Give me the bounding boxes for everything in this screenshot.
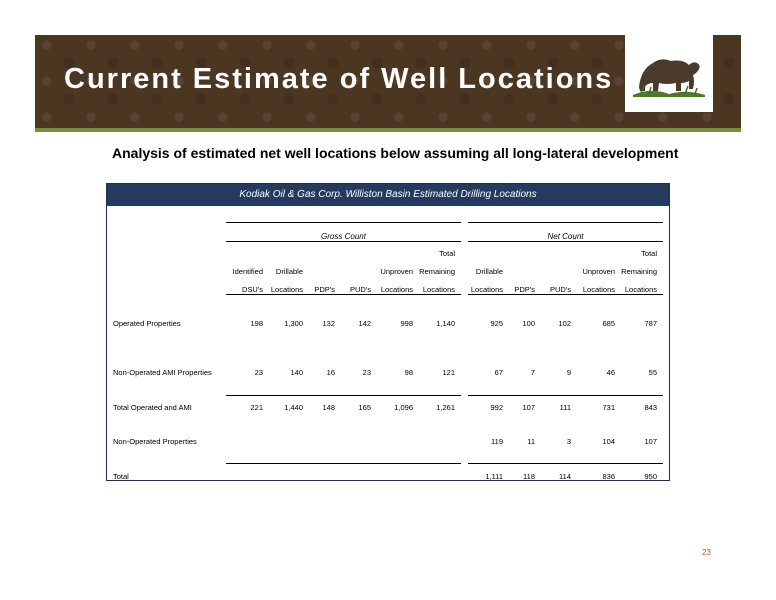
table-cell: 998 (400, 319, 413, 328)
table-cell: 787 (644, 319, 657, 328)
table-cell: 142 (358, 319, 371, 328)
header-cell: PUD's (549, 285, 571, 294)
header-cell: Unproven (582, 267, 615, 276)
table-cell: 1,111 (485, 472, 503, 481)
header-cell: Unproven (380, 267, 413, 276)
table-cell: 140 (290, 368, 303, 377)
table-cell: 107 (522, 403, 535, 412)
table-cell: 104 (602, 437, 615, 446)
table-cell: 102 (558, 319, 571, 328)
header-cell: Total (641, 249, 657, 258)
header-cell: PUD's (349, 285, 371, 294)
row-label: Total (113, 472, 129, 481)
header-cell: Drillable (275, 267, 303, 276)
gross-group-rule (226, 241, 461, 242)
table-caption: Kodiak Oil & Gas Corp. Williston Basin Estimated Drilling Locations (107, 184, 669, 206)
table-cell: 7 (530, 368, 535, 377)
table-cell: 119 (491, 437, 503, 446)
header-cell: Identified (232, 267, 263, 276)
table-cell: 843 (644, 403, 657, 412)
net-top-rule (468, 222, 663, 223)
group-label-net: Net Count (547, 232, 584, 241)
net-group-rule (468, 241, 663, 242)
header-cell: Locations (270, 285, 303, 294)
header-bottom-rule-gross (226, 294, 461, 295)
header-cell: Locations (422, 285, 455, 294)
row-label: Non-Operated AMI Properties (113, 368, 212, 377)
table-cell: 1,261 (436, 403, 455, 412)
header-cell: Locations (624, 285, 657, 294)
table-cell: 950 (644, 472, 657, 481)
group-label-gross: Gross Count (321, 232, 366, 241)
table-cell: 107 (644, 437, 657, 446)
table-cell: 23 (254, 368, 263, 377)
row-label: Non-Operated Properties (113, 437, 197, 446)
table-cell: 55 (648, 368, 657, 377)
table-cell: 1,096 (394, 403, 413, 412)
table-cell: 148 (322, 403, 335, 412)
slide-title: Current Estimate of Well Locations (64, 63, 614, 95)
table-cell: 67 (494, 368, 503, 377)
table-cell: 221 (250, 403, 263, 412)
header-cell: Locations (582, 285, 615, 294)
banner-accent-line (35, 128, 741, 132)
table-cell: 132 (322, 319, 335, 328)
header-cell: Remaining (621, 267, 657, 276)
header-cell: Remaining (419, 267, 455, 276)
table-cell: 3 (566, 437, 571, 446)
gross-top-rule (226, 222, 461, 223)
table-cell: 46 (606, 368, 615, 377)
header-cell: Locations (380, 285, 413, 294)
table-cell: 731 (602, 403, 615, 412)
table-cell: 992 (490, 403, 503, 412)
header-cell: PDP's (314, 285, 335, 294)
table-cell: 1,300 (284, 319, 303, 328)
table-cell: 121 (442, 368, 455, 377)
table-cell: 9 (566, 368, 571, 377)
drilling-locations-table (106, 183, 670, 481)
table-cell: 111 (559, 403, 571, 412)
table-cell: 836 (602, 472, 615, 481)
total-rule-net (468, 463, 663, 464)
table-cell: 114 (559, 472, 571, 481)
table-cell: 98 (404, 368, 413, 377)
table-cell: 685 (602, 319, 615, 328)
header-cell: DSU's (241, 285, 263, 294)
slide-subtitle: Analysis of estimated net well locations below assuming all long-lateral development (112, 145, 679, 161)
table-cell: 1,140 (436, 319, 455, 328)
total-rule-gross (226, 463, 461, 464)
table-cell: 100 (522, 319, 535, 328)
table-cell: 11 (527, 437, 535, 446)
header-cell: PDP's (514, 285, 535, 294)
logo (625, 35, 713, 112)
table-cell: 16 (326, 368, 335, 377)
table-cell: 23 (362, 368, 371, 377)
header-cell: Drillable (475, 267, 503, 276)
header-cell: Locations (470, 285, 503, 294)
subtotal-rule-gross (226, 395, 461, 396)
row-label: Operated Properties (113, 319, 181, 328)
row-label: Total Operated and AMI (113, 403, 192, 412)
page-number: 23 (702, 548, 711, 557)
table-cell: 925 (490, 319, 503, 328)
table-cell: 1,440 (284, 403, 303, 412)
table-cell: 198 (250, 319, 263, 328)
table-cell: 118 (523, 472, 535, 481)
table-cell: 165 (358, 403, 371, 412)
header-bottom-rule-net (468, 294, 663, 295)
header-cell: Total (439, 249, 455, 258)
bear-icon (631, 47, 707, 99)
subtotal-rule-net (468, 395, 663, 396)
